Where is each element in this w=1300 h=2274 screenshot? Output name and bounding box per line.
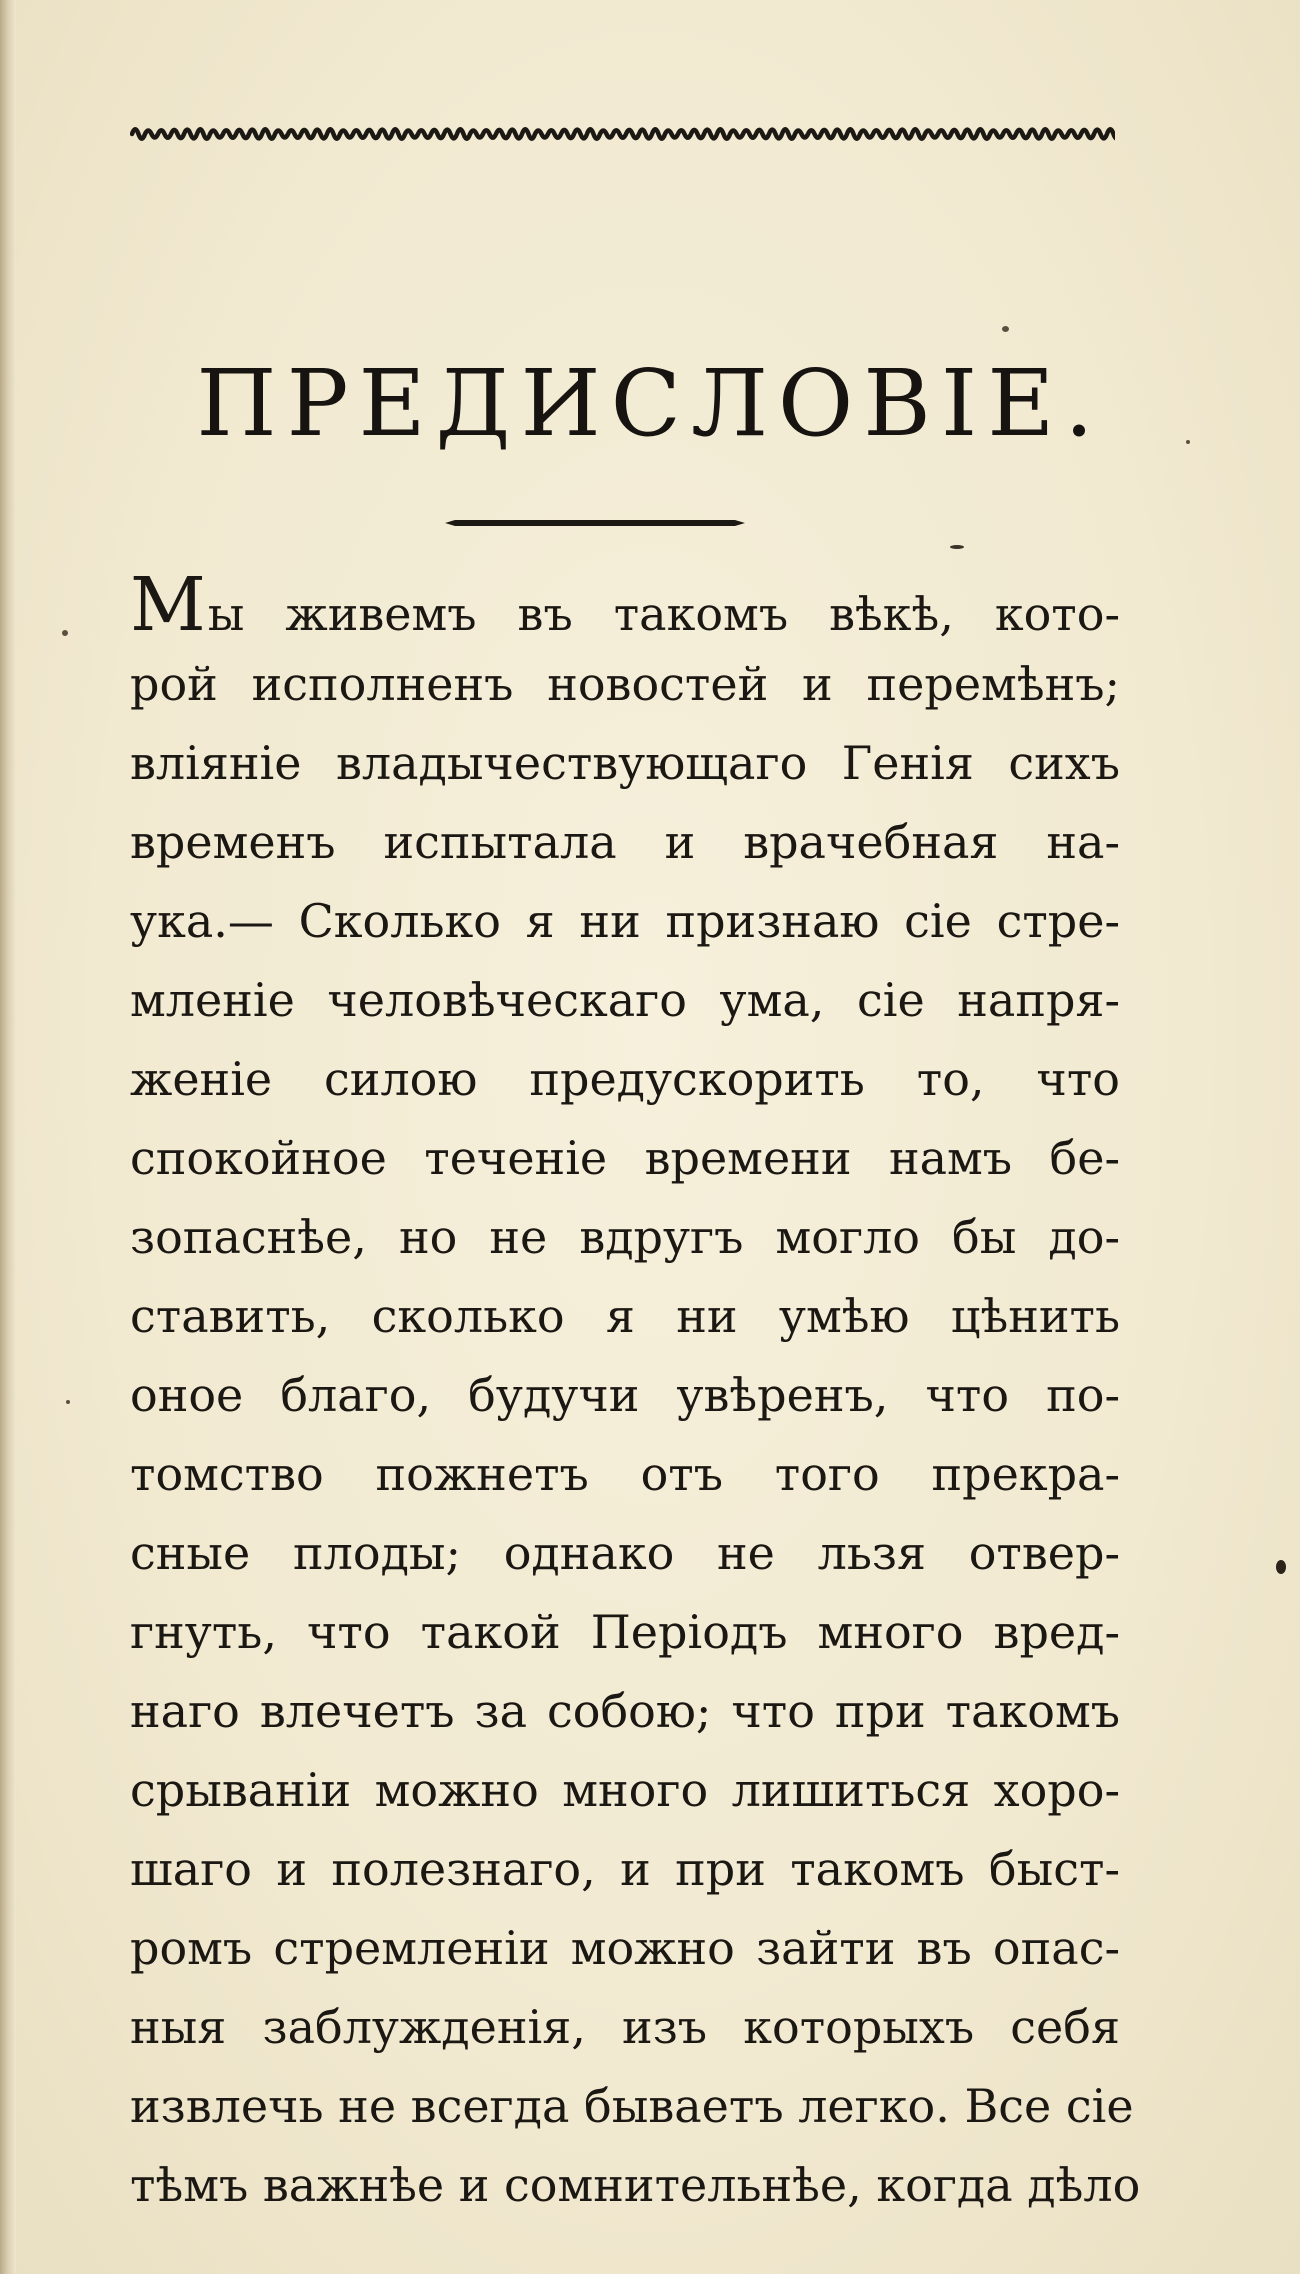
drop-cap-initial: М: [130, 562, 206, 648]
text-line: томство пожнетъ отъ того прекра-: [130, 1447, 1120, 1501]
first-line-text: ы живемъ въ такомъ вѣкѣ, кото-: [207, 587, 1120, 641]
paper-speck: [1186, 440, 1190, 444]
text-line: [130, 562, 1120, 648]
text-line: тѣмъ важнѣе и сомнительнѣе, когда дѣло: [130, 2158, 1141, 2212]
text-line: извлечь не всегда бываетъ легко. Все сіе: [130, 2079, 1134, 2133]
text-line: ставить, сколько я ни умѣю цѣнить: [130, 1289, 1120, 1343]
text-line: вліяніе владычествующаго Генія сихъ: [130, 736, 1120, 790]
page-binding-edge: [0, 0, 16, 2274]
text-line: шаго и полезнаго, и при такомъ быст-: [130, 1842, 1120, 1896]
text-line: спокойное теченіе времени намъ бе-: [130, 1131, 1120, 1185]
text-line: мленіе человѣческаго ума, сіе напря-: [130, 973, 1120, 1027]
paper-speck: [62, 630, 68, 636]
paper-speck: [950, 545, 964, 549]
text-line: сные плоды; однако не льзя отвер-: [130, 1526, 1120, 1580]
text-line: рой исполненъ новостей и перемѣнъ;: [130, 657, 1120, 711]
paper-speck: [1002, 326, 1009, 332]
text-line: гнуть, что такой Періодъ много вред-: [130, 1605, 1120, 1659]
text-line: наго влечетъ за собою; что при такомъ: [130, 1684, 1120, 1738]
wavy-ornament-rule: [130, 112, 1115, 152]
paper-speck: [66, 1400, 70, 1404]
preface-text: [130, 562, 1141, 2225]
paper-speck: [1276, 1560, 1286, 1574]
text-line: временъ испытала и врачебная на-: [130, 815, 1120, 869]
text-line: срываніи можно много лишиться хоро-: [130, 1763, 1120, 1817]
text-line: ромъ стремленіи можно зайти въ опас-: [130, 1921, 1120, 1975]
text-line: оное благо, будучи увѣренъ, что по-: [130, 1368, 1120, 1422]
title-underline-rule: [445, 519, 745, 527]
text-line: зопаснѣе, но не вдругъ могло бы до-: [130, 1210, 1120, 1264]
text-line: ныя заблужденія, изъ которыхъ себя: [130, 2000, 1120, 2054]
page-title: ПРЕДИСЛОВІЕ.: [196, 350, 1104, 457]
text-line: ука.— Сколько я ни признаю сіе стре-: [130, 894, 1120, 948]
text-line: женіе силою предускорить то, что: [130, 1052, 1120, 1106]
